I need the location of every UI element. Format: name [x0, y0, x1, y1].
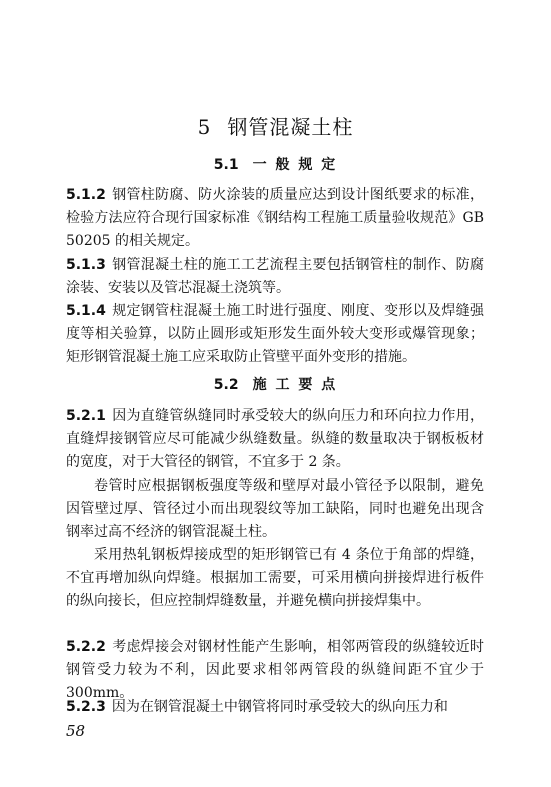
clause-number: 5.1.4: [66, 303, 106, 319]
clause-paragraph: [66, 696, 484, 719]
section-heading: [0, 154, 551, 174]
paragraph-text: 采用热轧钢板焊接成型的矩形钢管已有 4 条位于角部的焊缝，不宜再增加纵向焊缝。根据加工需要，可采用横向拼接焊进行板件的纵向接长，但应控制焊缝数量，并避免横向拼接焊集中。: [66, 547, 484, 610]
section-number: 5.2: [213, 377, 239, 393]
section-title-text: 施 工 要 点: [252, 377, 338, 393]
clause-text: 因为在钢管混凝土中钢管将同时承受较大的纵向压力和: [111, 699, 448, 715]
body-paragraph: [66, 544, 484, 614]
clause-paragraph: [66, 184, 484, 254]
clause-number: 5.2.1: [66, 408, 106, 424]
clause-number: 5.2.2: [66, 639, 106, 655]
section-heading: [0, 374, 551, 394]
body-paragraph: [66, 475, 484, 545]
clause-paragraph: [66, 254, 484, 300]
clause-text: 因为直缝管纵缝同时承受较大的纵向压力和环向拉力作用，直缝焊接钢管应尽可能减少纵缝数量。纵缝的数量取决于钢板板材的宽度，对于大管径的钢管，不宜多于 2 条。: [66, 408, 484, 471]
clause-text: 考虑焊接会对钢材性能产生影响，相邻两管段的纵缝较近时钢管受力较为不利，因此要求相邻两管段的纵缝间距不宜少于 300mm。: [66, 639, 484, 702]
clause-number: 5.1.2: [66, 187, 106, 203]
chapter-number: 5: [197, 115, 212, 139]
clause-number: 5.1.3: [66, 257, 106, 273]
clause-number: 5.2.3: [66, 699, 106, 715]
paragraph-text: 卷管时应根据钢板强度等级和壁厚对最小管径予以限制，避免因管壁过厚、管径过小而出现裂纹等加工缺陷，同时也避免出现含钢率过高不经济的钢管混凝土柱。: [66, 478, 484, 541]
chapter-title: [0, 111, 551, 140]
clause-paragraph: [66, 300, 484, 370]
clause-text: 规定钢管柱混凝土施工时进行强度、刚度、变形以及焊缝强度等相关验算，以防止圆形或矩形发生面外较大变形或爆管现象；矩形钢管混凝土施工应采取防止管壁平面外变形的措施。: [66, 303, 484, 366]
section-title-text: 一 般 规 定: [252, 157, 338, 173]
clause-text: 钢管柱防腐、防火涂装的质量应达到设计图纸要求的标准，检验方法应符合现行国家标准《钢结构工程施工质量验收规范》GB 50205 的相关规定。: [66, 187, 484, 250]
clause-text: 钢管混凝土柱的施工工艺流程主要包括钢管柱的制作、防腐涂装、安装以及管芯混凝土浇筑等。: [66, 257, 484, 297]
chapter-title-text: 钢管混凝土柱: [227, 115, 354, 139]
page-number: 58: [66, 722, 86, 740]
clause-paragraph: [66, 405, 484, 475]
section-number: 5.1: [213, 157, 239, 173]
